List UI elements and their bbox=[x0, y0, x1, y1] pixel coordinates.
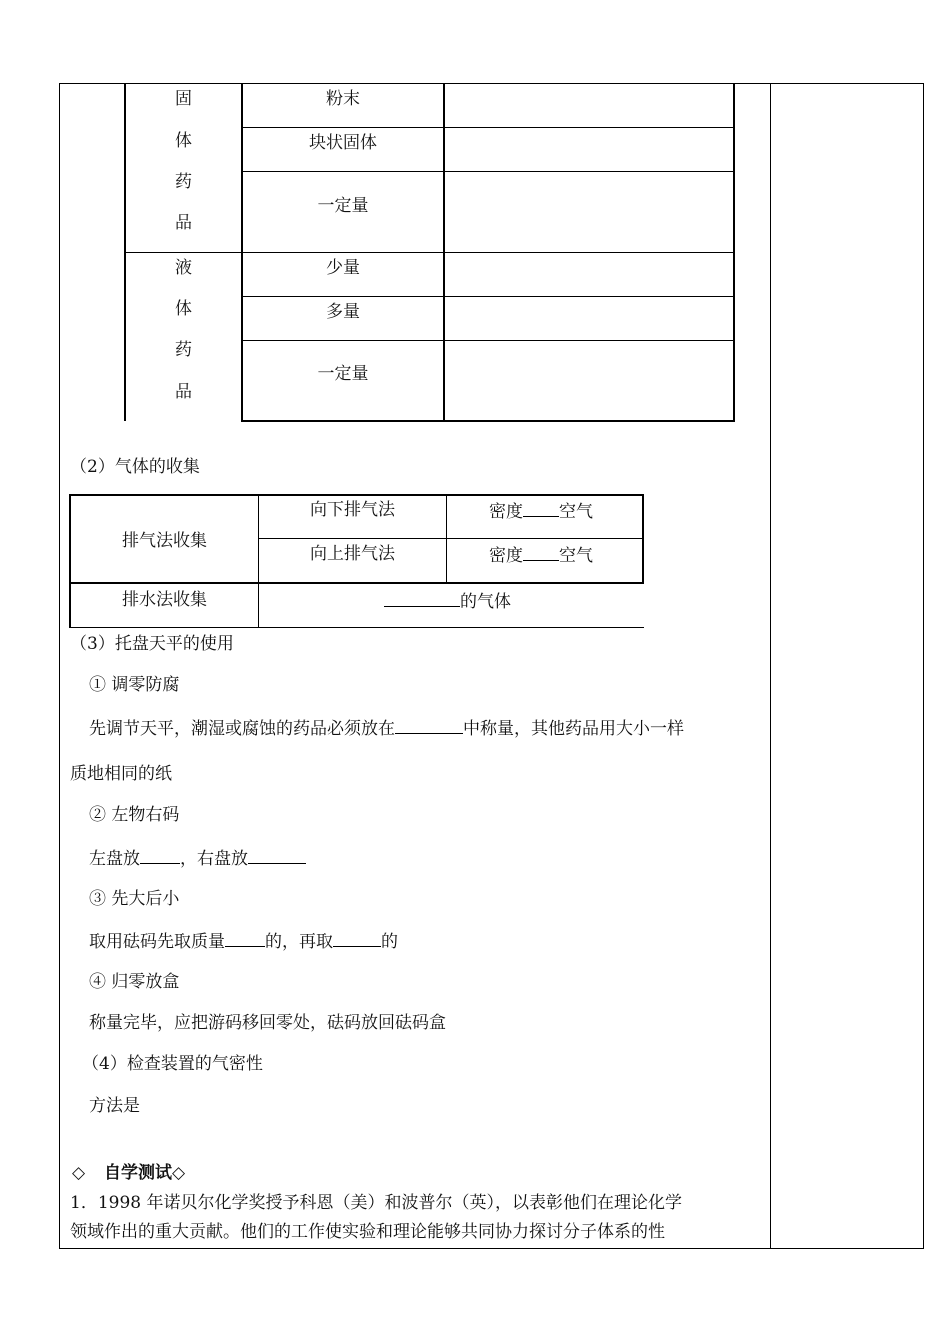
density-suffix: 空气 bbox=[559, 502, 593, 522]
solid-label-char: 品 bbox=[175, 213, 192, 233]
question-1-line-1: 1．1998 年诺贝尔化学奖授予科恩（美）和波普尔（英），以表彰他们在理论化学 bbox=[70, 1193, 682, 1213]
solid-label-char: 固 bbox=[175, 89, 192, 109]
text-fragment: 的，再取 bbox=[265, 932, 333, 952]
water-gas-cell bbox=[384, 592, 511, 611]
t1-row-line bbox=[242, 296, 734, 297]
water-gas-suffix: 的气体 bbox=[460, 592, 511, 612]
balance-step-1-text-cont: 质地相同的纸 bbox=[70, 764, 172, 784]
liquid-label-char: 药 bbox=[175, 340, 192, 360]
section4-heading: （4）检查装置的气密性 bbox=[82, 1054, 263, 1074]
answer-blank bbox=[384, 592, 460, 607]
density-cell-up bbox=[489, 546, 593, 565]
text-fragment: 中称量，其他药品用大小一样 bbox=[463, 719, 684, 739]
selftest-heading: 自学测试◇ bbox=[104, 1163, 186, 1183]
exhaust-collection-label: 排气法收集 bbox=[122, 531, 207, 551]
text-fragment: 的 bbox=[381, 932, 398, 952]
solid-label-char: 体 bbox=[175, 131, 192, 151]
answer-blank bbox=[333, 932, 381, 947]
water-collection-label: 排水法收集 bbox=[122, 590, 207, 610]
t1-bottom-border bbox=[242, 420, 735, 422]
outer-frame-top bbox=[59, 83, 924, 84]
solid-label-char: 药 bbox=[175, 172, 192, 192]
row-label-large-amount: 多量 bbox=[326, 302, 360, 322]
selftest-diamond-icon: ◇ bbox=[72, 1163, 86, 1183]
answer-blank bbox=[523, 546, 559, 561]
liquid-label-char: 体 bbox=[175, 299, 192, 319]
t2-mid-line bbox=[259, 538, 643, 539]
balance-step-2-text bbox=[89, 849, 306, 868]
liquid-label-char: 品 bbox=[175, 382, 192, 402]
t1-row-line bbox=[242, 127, 734, 128]
text-fragment: 取用砝码先取质量 bbox=[89, 932, 225, 952]
balance-step-3-text bbox=[89, 932, 398, 951]
text-fragment: 左盘放 bbox=[89, 849, 140, 869]
answer-blank bbox=[395, 719, 463, 734]
density-prefix: 密度 bbox=[489, 502, 523, 522]
row-label-small-amount: 少量 bbox=[326, 258, 360, 278]
t1-row-line bbox=[242, 171, 734, 172]
outer-frame-right bbox=[923, 83, 924, 1249]
question-1-line-2: 领域作出的重大贡献。他们的工作使实验和理论能够共同协力探讨分子体系的性 bbox=[70, 1222, 665, 1242]
answer-blank bbox=[225, 932, 265, 947]
row-label-powder: 粉末 bbox=[326, 89, 360, 109]
t1-right-border bbox=[733, 84, 735, 422]
outer-frame-bottom bbox=[59, 1248, 924, 1249]
answer-blank bbox=[140, 849, 180, 864]
section2-heading: （2）气体的收集 bbox=[70, 457, 200, 477]
balance-step-2: ② 左物右码 bbox=[89, 805, 180, 825]
section3-heading: （3）托盘天平的使用 bbox=[70, 634, 234, 654]
answer-blank bbox=[248, 849, 306, 864]
density-prefix: 密度 bbox=[489, 546, 523, 566]
balance-step-4-text: 称量完毕，应把游码移回零处，砝码放回砝码盒 bbox=[89, 1013, 446, 1033]
balance-step-3: ③ 先大后小 bbox=[89, 889, 180, 909]
balance-step-4: ④ 归零放盒 bbox=[89, 972, 180, 992]
airtightness-method: 方法是 bbox=[89, 1096, 140, 1116]
text-fragment: ，右盘放 bbox=[180, 849, 248, 869]
text-fragment: 先调节天平，潮湿或腐蚀的药品必须放在 bbox=[89, 719, 395, 739]
t2-bottom-line bbox=[70, 627, 644, 628]
balance-step-1-text bbox=[89, 719, 684, 738]
downward-exhaust-label: 向下排气法 bbox=[310, 500, 395, 520]
upward-exhaust-label: 向上排气法 bbox=[310, 544, 395, 564]
t2-right-border bbox=[642, 494, 644, 584]
t2-row-line bbox=[70, 582, 644, 584]
liquid-label-char: 液 bbox=[175, 258, 192, 278]
t2-top-border bbox=[69, 494, 644, 496]
answer-blank bbox=[523, 502, 559, 517]
outer-frame-left bbox=[59, 83, 60, 1249]
t1-row-line bbox=[125, 252, 734, 253]
t1-col3-border bbox=[443, 84, 445, 422]
density-suffix: 空气 bbox=[559, 546, 593, 566]
row-label-lump-solid: 块状固体 bbox=[309, 133, 377, 153]
balance-step-1: ① 调零防腐 bbox=[89, 675, 180, 695]
column-divider bbox=[770, 83, 771, 1249]
t1-row-line bbox=[242, 340, 734, 341]
row-label-fixed-amount: 一定量 bbox=[317, 196, 369, 216]
density-cell-down bbox=[489, 502, 593, 521]
row-label-fixed-amount: 一定量 bbox=[317, 364, 369, 384]
